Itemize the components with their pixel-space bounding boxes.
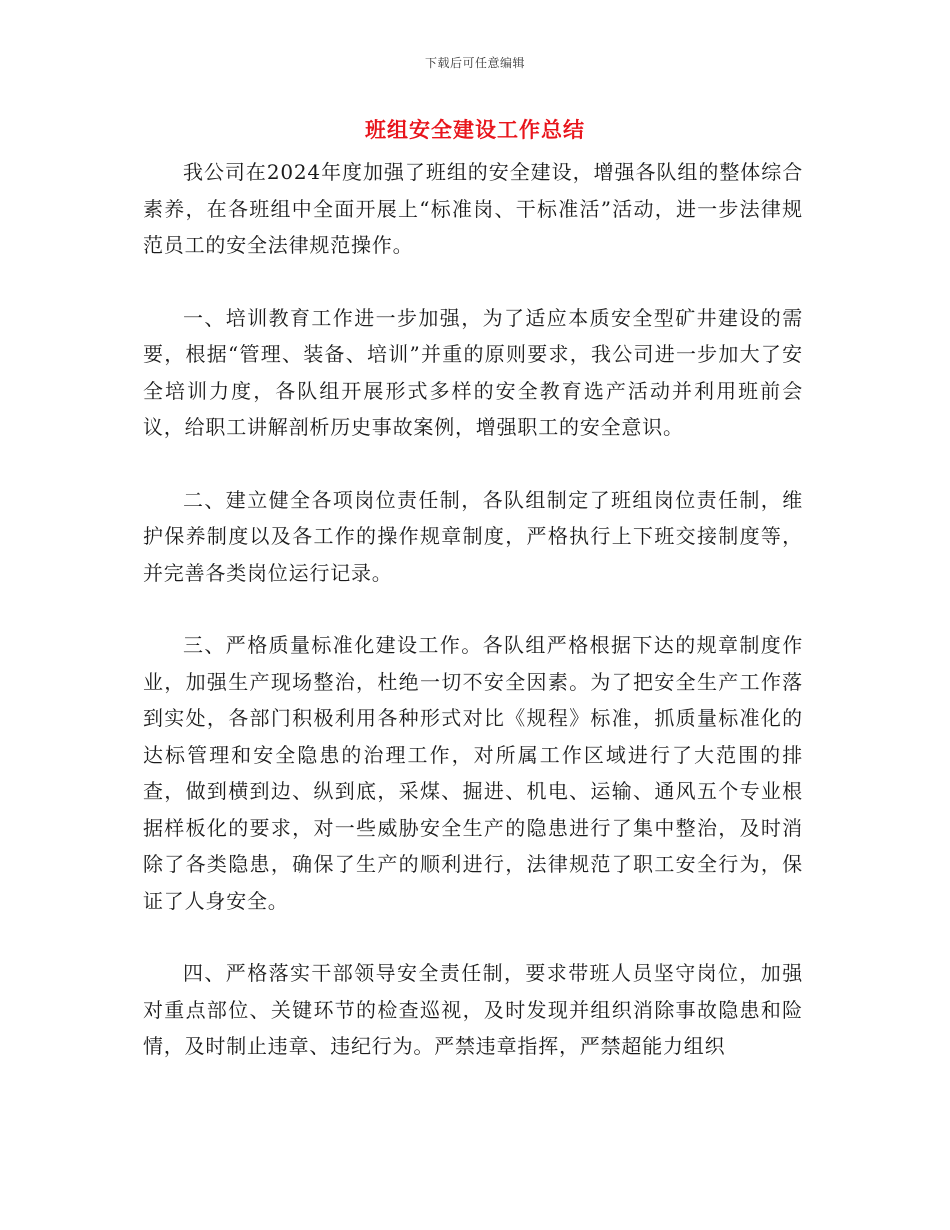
paragraph-intro: 我公司在2024年度加强了班组的安全建设，增强各队组的整体综合素养，在各班组中全面开展上“标准岗、干标准活”活动，进一步法律规范员工的安全法律规范操作。 bbox=[143, 160, 803, 257]
paragraph-spacer bbox=[143, 264, 803, 300]
paragraph-spacer bbox=[143, 446, 803, 482]
paragraph-leadership: 四、严格落实干部领导安全责任制，要求带班人员坚守岗位，加强对重点部位、关键环节的检查巡视，及时发现并组织消除事故隐患和险情，及时制止违章、违纪行为。严禁违章指挥，严禁超能力组织 bbox=[143, 961, 803, 1058]
document-title: 班组安全建设工作总结 bbox=[365, 117, 585, 142]
paragraph-spacer bbox=[143, 919, 803, 955]
paragraph-spacer bbox=[143, 591, 803, 627]
paragraph-training: 一、培训教育工作进一步加强，为了适应本质安全型矿井建设的需要，根据“管理、装备、培训”并重的原则要求，我公司进一步加大了安全培训力度，各队组开展形式多样的安全教育选产活动并利用班前会议，给职工讲解剖析历史事故案例，增强职工的安全意识。 bbox=[143, 305, 803, 439]
paragraph-quality: 三、严格质量标准化建设工作。各队组严格根据下达的规章制度作业，加强生产现场整治，杜绝一切不安全因素。为了把安全生产工作落到实处，各部门积极利用各种形式对比《规程》标准，抓质量标准化的达标管理和安全隐患的治理工作，对所属工作区域进行了大范围的排查，做到横到边、纵到底，采煤、掘进、机电、运输、通风五个专业根据样板化的要求，对一些威胁安全生产的隐患进行了集中整治，及时消除了各类隐患，确保了生产的顺利进行，法律规范了职工安全行为，保证了人身安全。 bbox=[143, 633, 803, 913]
document-body bbox=[143, 154, 803, 1065]
header-note: 下载后可任意编辑 bbox=[424, 56, 525, 70]
paragraph-responsibility: 二、建立健全各项岗位责任制，各队组制定了班组岗位责任制，维护保养制度以及各工作的操作规章制度，严格执行上下班交接制度等，并完善各类岗位运行记录。 bbox=[143, 487, 803, 585]
